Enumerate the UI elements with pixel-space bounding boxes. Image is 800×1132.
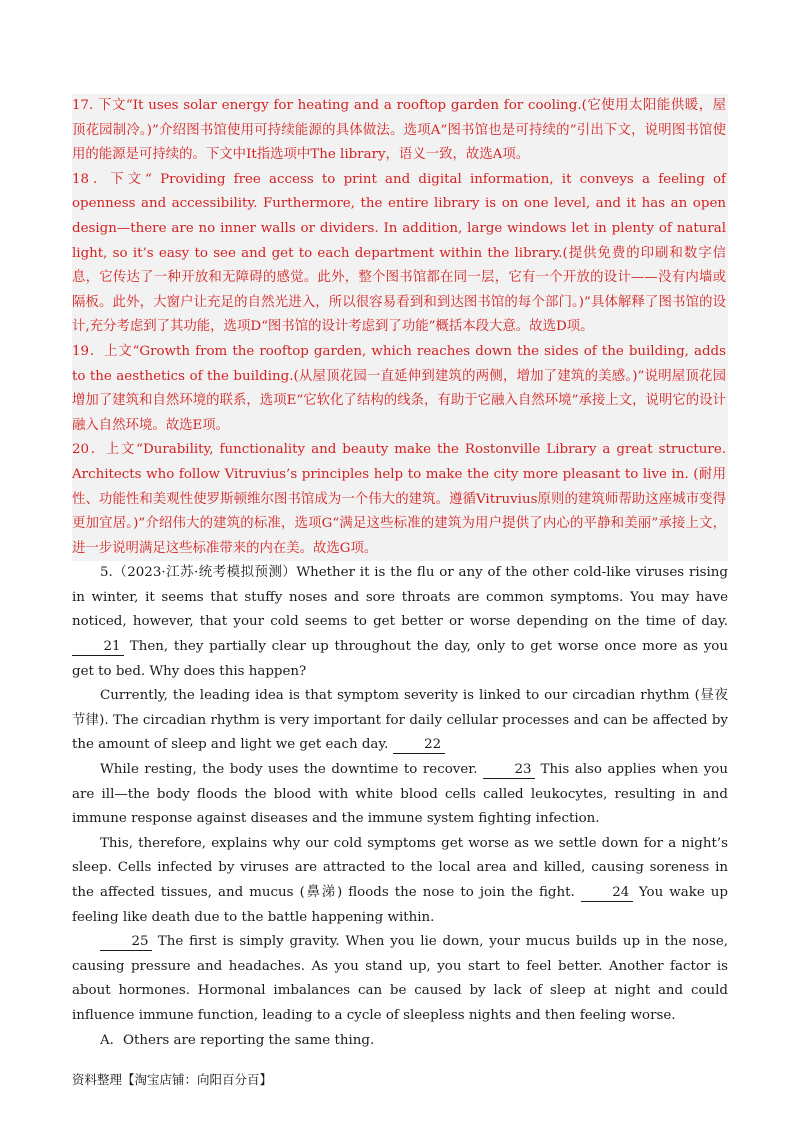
passage-paragraph-4: This, therefore, explains why our cold symptoms get worse as we settle down for a night’s sleep. Cells infected by viruses are attracted to the local area and killed, causing soreness in the affected tissues, and mucus (鼻涕) floods the nose to join the fight. 24 You wake up feeling like death due to the battle happening within.	[72, 835, 728, 925]
passage-paragraph-1: 5.（2023·江苏·统考模拟预测）Whether it is the flu or any of the other cold-like viruses rising in winter, it seems that stuffy noses and sore throats are common symptoms. You may have noticed, however, that your cold seems to get better or worse depending on the time of day. 21 Then, they partially clear up throughout the day, only to get worse once more as you get to bed. Why does this happen?	[72, 565, 728, 679]
footer-source: 资料整理【淘宝店铺：向阳百分百】	[72, 1072, 273, 1087]
blank-21[interactable]: 21	[72, 639, 124, 656]
passage-paragraph-5: 25 The first is simply gravity. When you lie down, your mucus builds up in the nose, causing pressure and headaches. As you stand up, you start to feel better. Another factor is about hormones. Hormonal imbalances can be caused by lack of sleep at night and could influence immune function, leading to a cycle of sleepless nights and then feeling worse.	[72, 934, 728, 1023]
passage-paragraph-3: While resting, the body uses the downtime to recover. 23 This also applies when you are ill—the body floods the blood with white blood cells called leukocytes, resulting in and immune response against diseases and the immune system fighting infection.	[72, 762, 728, 827]
blank-23[interactable]: 23	[483, 762, 535, 779]
reading-passage	[72, 561, 728, 1053]
document-page	[72, 94, 728, 1053]
blank-25[interactable]: 25	[100, 934, 152, 951]
answer-17: 17. 下文“It uses solar energy for heating and a rooftop garden for cooling.(它使用太阳能供暖，屋顶花园制冷。)”介绍图书馆使用可持续能源的具体做法。选项A“图书馆也是可持续的”引出下文，说明图书馆使用的能源是可持续的。下文中It指选项中The library，语义一致，故选A项。	[72, 98, 726, 163]
passage-paragraph-2: Currently, the leading idea is that symptom severity is linked to our circadian rhythm (昼夜节律). The circadian rhythm is very important for daily cellular processes and can be affected by the amount of sleep and light we get each day. 22	[72, 688, 728, 753]
answer-explanations	[72, 94, 728, 561]
answer-18: 18．下文“ Providing free access to print and digital information, it conveys a feeling of openness and accessibility. Furthermore, the entire library is on one level, and it has an open design—there are no inner walls or dividers. In addition, large windows let in plenty of natural light, so it’s easy to see and get to each department within the library.(提供免费的印刷和数字信息，它传达了一种开放和无障碍的感觉。此外，整个图书馆都在同一层，它有一个开放的设计——没有内墙或隔板。此外，大窗户让充足的自然光进入，所以很容易看到和到达图书馆的每个部门。)”具体解释了图书馆的设计,充分考虑到了其功能，选项D“图书馆的设计考虑到了功能”概括本段大意。故选D项。	[72, 171, 726, 335]
blank-24[interactable]: 24	[581, 885, 633, 902]
option-a: A．Others are reporting the same thing.	[100, 1032, 375, 1048]
blank-22[interactable]: 22	[393, 737, 445, 754]
answer-20: 20．上文“Durability, functionality and beauty make the Rostonville Library a great structure. Architects who follow Vitruvius’s principles help to make the city more pleasant to live in. (耐用性、功能性和美观性使罗斯顿维尔图书馆成为一个伟大的建筑。遵循Vitruvius原则的建筑师帮助这座城市变得更加宜居。)”介绍伟大的建筑的标准，选项G“满足这些标准的建筑为用户提供了内心的平静和美丽”承接上文，进一步说明满足这些标准带来的内在美。故选G项。	[72, 442, 726, 556]
answer-19: 19．上文“Growth from the rooftop garden, which reaches down the sides of the building, adds to the aesthetics of the building.(从屋顶花园一直延伸到建筑的两侧，增加了建筑的美感。)”说明屋顶花园增加了建筑和自然环境的联系，选项E“它软化了结构的线条，有助于它融入自然环境”承接上文，说明它的设计融入自然环境。故选E项。	[72, 343, 726, 433]
